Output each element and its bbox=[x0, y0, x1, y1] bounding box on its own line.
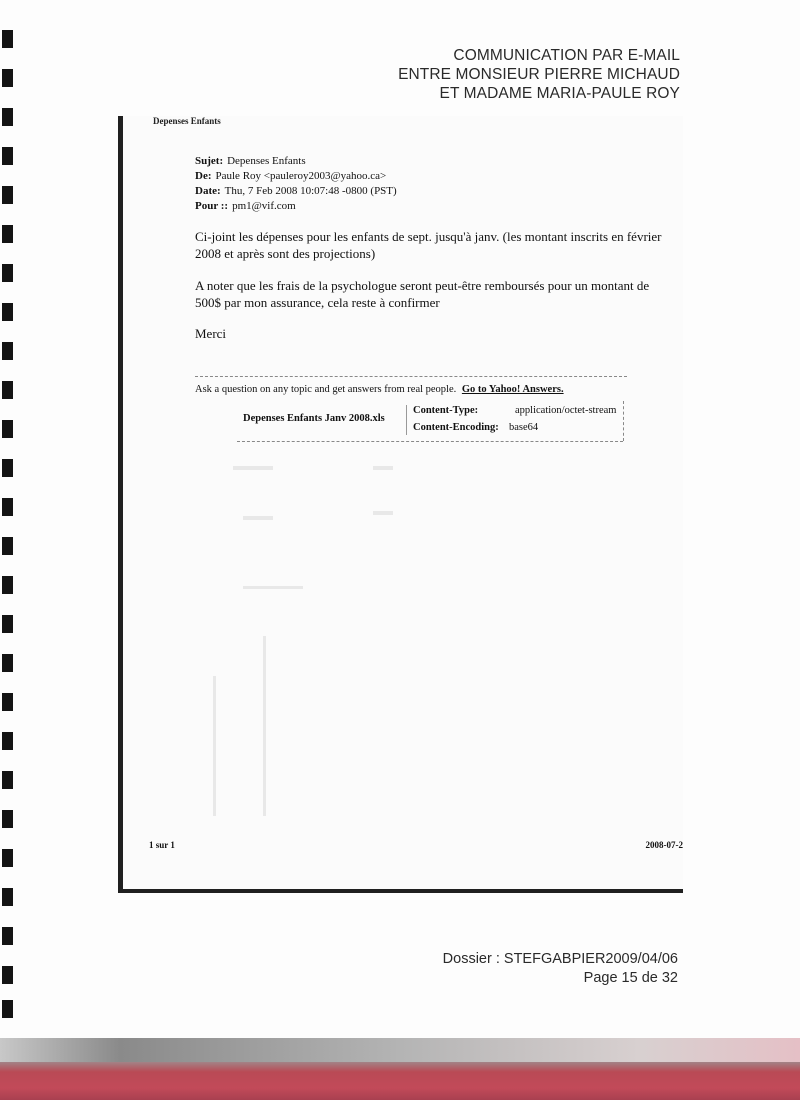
yahoo-answers-link[interactable]: Go to Yahoo! Answers. bbox=[461, 384, 564, 395]
email-headers bbox=[195, 154, 397, 214]
content-encoding-label: Content-Encoding: bbox=[413, 422, 499, 433]
date-value: Thu, 7 Feb 2008 10:07:48 -0800 (PST) bbox=[224, 185, 397, 197]
date-label: Date: bbox=[195, 185, 221, 197]
printout-title: Depenses Enfants bbox=[153, 116, 221, 126]
attachment-filename[interactable]: Depenses Enfants Janv 2008.xls bbox=[243, 413, 385, 424]
attachment-divider bbox=[406, 405, 407, 435]
header-line-2: ENTRE MONSIEUR PIERRE MICHAUD bbox=[398, 66, 680, 83]
header-line-1: COMMUNICATION PAR E-MAIL bbox=[453, 47, 680, 64]
page-bottom-shadow bbox=[0, 1038, 800, 1062]
subject-label: Sujet: bbox=[195, 155, 224, 167]
body-paragraph-3: Merci bbox=[195, 326, 227, 341]
attachment-box bbox=[237, 401, 623, 442]
content-encoding-value: base64 bbox=[509, 422, 539, 433]
to-value: pm1@vif.com bbox=[232, 200, 296, 212]
spiral-binding bbox=[0, 30, 14, 1020]
email-printout bbox=[118, 116, 683, 893]
print-date: 2008-07-2 bbox=[645, 840, 683, 850]
document-header-stamp bbox=[398, 46, 680, 103]
page-count: 1 sur 1 bbox=[149, 840, 175, 850]
document-footer-stamp bbox=[443, 950, 678, 988]
from-row bbox=[195, 169, 397, 184]
attachment-box-edge bbox=[623, 401, 625, 441]
from-value: Paule Roy <pauleroy2003@yahoo.ca> bbox=[215, 170, 387, 182]
yahoo-answers-ad bbox=[195, 384, 564, 395]
to-label: Pour :: bbox=[195, 200, 229, 212]
content-type-label: Content-Type: bbox=[413, 405, 479, 416]
subject-row bbox=[195, 154, 397, 169]
page-bottom-edge bbox=[0, 1038, 800, 1100]
header-line-3: ET MADAME MARIA-PAULE ROY bbox=[439, 85, 680, 102]
subject-value: Depenses Enfants bbox=[227, 155, 306, 167]
body-paragraph-1: Ci-joint les dépenses pour les enfants de sept. jusqu'à janv. (les montant inscrits en février 2008 et après sont des projections) bbox=[195, 229, 662, 261]
yahoo-ad-text: Ask a question on any topic and get answers from real people. bbox=[195, 384, 457, 395]
from-label: De: bbox=[195, 170, 212, 182]
to-row bbox=[195, 199, 397, 214]
page-number: Page 15 de 32 bbox=[583, 970, 678, 986]
dossier-number: Dossier : STEFGABPIER2009/04/06 bbox=[442, 951, 678, 967]
body-paragraph-2: A noter que les frais de la psychologue seront peut-être remboursés pour un montant de 500$ par mon assurance, cela reste à confirmer bbox=[195, 278, 650, 310]
separator-line bbox=[195, 376, 627, 377]
content-type-value: application/octet-stream bbox=[515, 405, 617, 416]
date-row bbox=[195, 184, 397, 199]
